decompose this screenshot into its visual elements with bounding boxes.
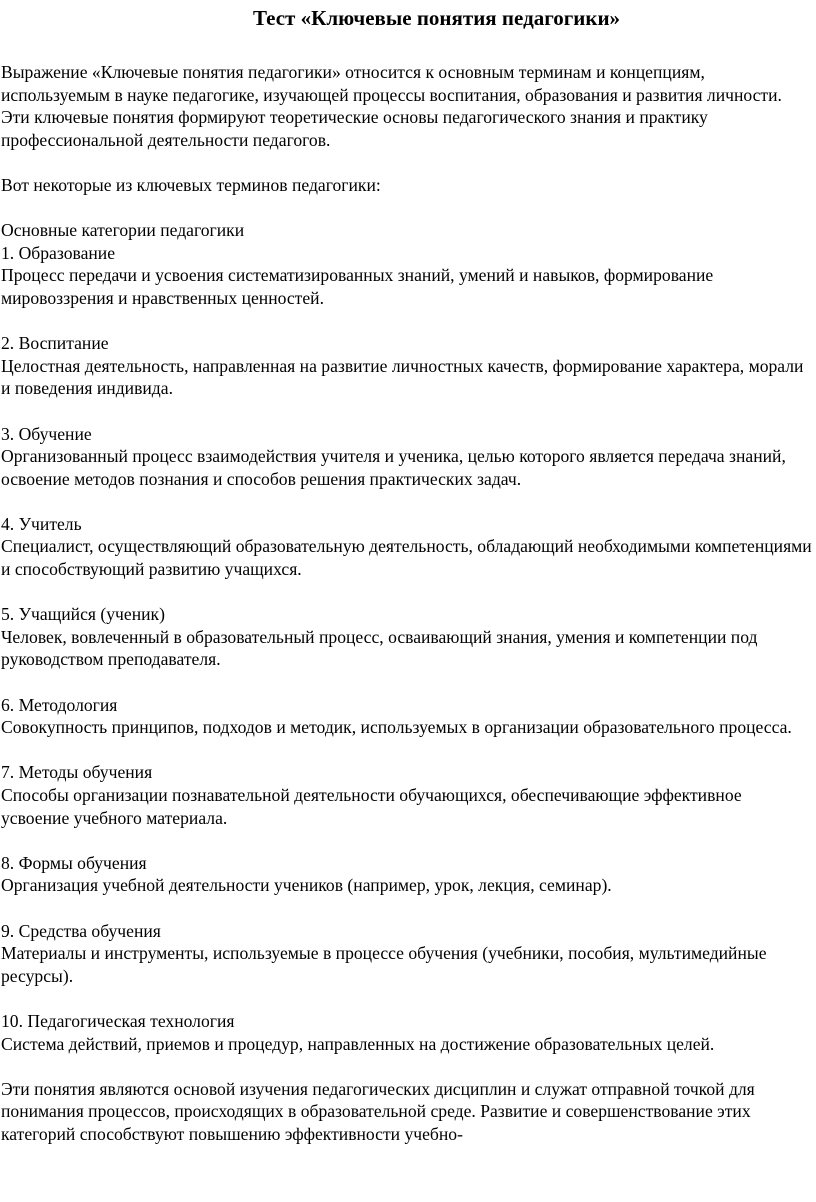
section-heading: Основные категории педагогики [1, 220, 245, 241]
concept-description: Процесс передачи и усвоения систематизированных знаний, умений и навыков, формирование мировоззрения и нравственных ценностей. [1, 265, 714, 308]
lead-paragraph: Вот некоторые из ключевых терминов педагогики: [1, 174, 381, 195]
concept-title: 8. Формы обучения [1, 852, 147, 873]
paragraph-gap [1, 197, 813, 220]
concept-description: Целостная деятельность, направленная на развитие личностных качеств, формирование характера, морали и поведения индивида. [1, 355, 804, 399]
paragraph-gap [1, 310, 813, 333]
paragraph-gap [1, 490, 813, 513]
concept-item [1, 332, 813, 400]
paragraph-gap [1, 671, 813, 694]
concept-title: 5. Учащийся (ученик) [1, 604, 165, 625]
paragraph-gap [1, 581, 813, 604]
document-body [1, 61, 813, 1146]
paragraph-gap [1, 897, 813, 920]
concept-description: Материалы и инструменты, используемые в процессе обучения (учебники, пособия, мультимедийные ресурсы). [1, 943, 767, 986]
concept-title: 10. Педагогическая технология [1, 1010, 235, 1031]
concept-title: 1. Образование [1, 242, 116, 263]
concept-item [1, 694, 813, 739]
concept-title: 7. Методы обучения [1, 762, 153, 783]
paragraph-gap [1, 987, 813, 1010]
concept-title: 9. Средства обучения [1, 920, 161, 941]
concept-description: Человек, вовлеченный в образовательный процесс, осваивающий знания, умения и компетенции под руководством преподавателя. [1, 626, 758, 670]
concept-item [1, 513, 813, 581]
concept-item [1, 920, 813, 988]
concept-description: Специалист, осуществляющий образовательную деятельность, обладающий необходимыми компетенциями и способствующий развитию учащихся. [1, 536, 812, 580]
concept-title: 4. Учитель [1, 513, 82, 534]
conclusion-paragraph: Эти понятия являются основой изучения педагогических дисциплин и служат отправной точкой для понимания процессов, происходящих в образовательной среде. Развитие и совершенствование этих категорий способствуют повышению эффективности учебно- [1, 1078, 755, 1144]
concept-description: Система действий, приемов и процедур, направленных на достижение образовательных целей. [1, 1033, 715, 1054]
paragraph-gap [1, 829, 813, 852]
concept-title: 6. Методология [1, 694, 118, 715]
concept-item [1, 1010, 813, 1055]
concept-title: 2. Воспитание [1, 333, 109, 354]
concept-item [1, 852, 813, 897]
concept-item [1, 603, 813, 671]
document-title: Тест «Ключевые понятия педагогики» [252, 6, 621, 30]
concept-description: Совокупность принципов, подходов и методик, используемых в организации образовательного процесса. [1, 717, 792, 738]
concept-description: Организованный процесс взаимодействия учителя и ученика, целью которого является передача знаний, освоение методов познания и способов решения практических задач. [1, 446, 786, 489]
paragraph-gap [1, 739, 813, 762]
intro-paragraph: Выражение «Ключевые понятия педагогики» относится к основным терминам и концепциям, используемым в науке педагогике, изучающей процессы воспитания, образования и развития личности. Эти ключевые понятия формируют теоретические основы педагогического знания и практику профессиональной деятельности педагогов. [1, 62, 782, 150]
concept-title: 3. Обучение [1, 423, 92, 444]
paragraph-gap [1, 151, 813, 174]
concept-item [1, 423, 813, 491]
paragraph-gap [1, 1055, 813, 1078]
concept-item [1, 242, 813, 310]
concept-description: Способы организации познавательной деятельности обучающихся, обеспечивающие эффективное усвоение учебного материала. [1, 785, 742, 828]
concept-description: Организация учебной деятельности учеников (например, урок, лекция, семинар). [1, 875, 612, 896]
paragraph-gap [1, 400, 813, 423]
concept-item [1, 761, 813, 829]
